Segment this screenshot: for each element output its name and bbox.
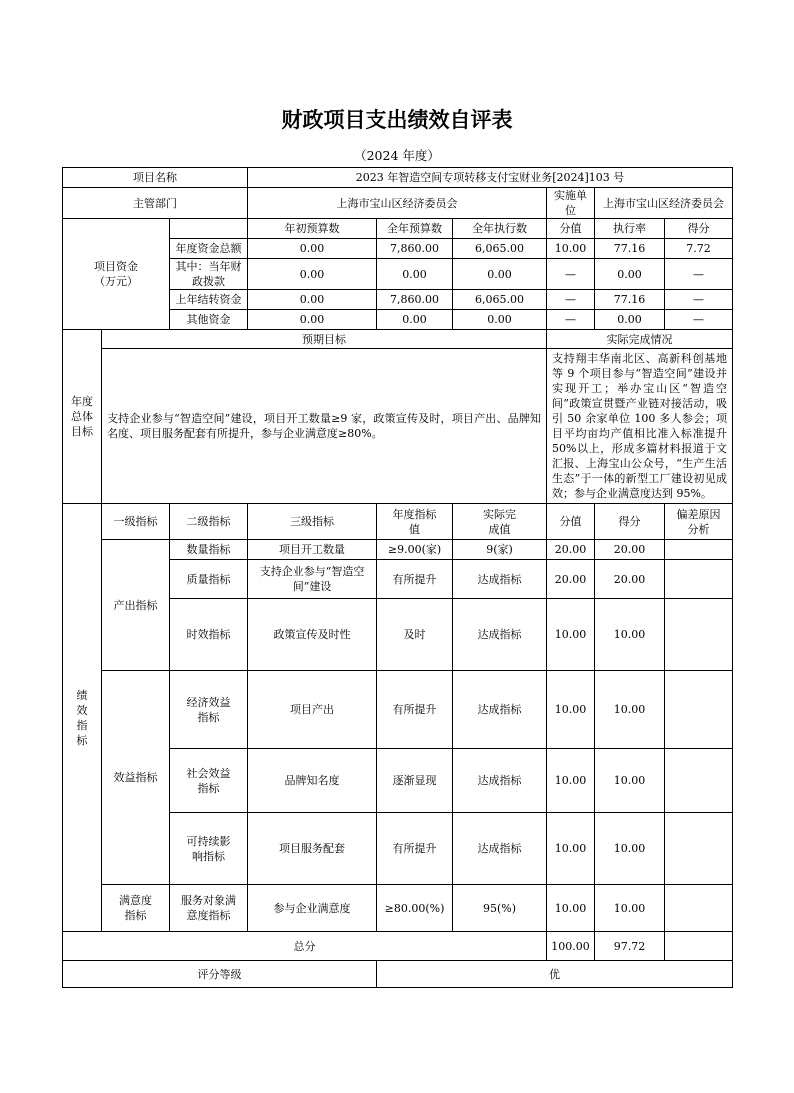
total-row — [63, 932, 733, 961]
perf-target: ≥9.00(家) — [377, 540, 453, 560]
performance-table — [62, 167, 733, 988]
total-score: 100.00 — [547, 932, 595, 961]
perf-row — [63, 671, 733, 749]
funds-cell: 0.00 — [377, 310, 453, 330]
perf-reason — [665, 540, 733, 560]
perf-actual: 达成指标 — [453, 813, 547, 885]
impl-value: 上海市宝山区经济委员会 — [595, 188, 733, 219]
funds-cell: 0.00 — [248, 239, 377, 259]
funds-row-label: 其他资金 — [170, 310, 248, 330]
grade-row — [63, 961, 733, 988]
perf-target: 有所提升 — [377, 813, 453, 885]
perf-l3: 政策宣传及时性 — [248, 599, 377, 671]
funds-cell: 0.00 — [377, 259, 453, 290]
perf-target: 有所提升 — [377, 560, 453, 599]
total-label: 总分 — [63, 932, 547, 961]
funds-cell: 0.00 — [453, 310, 547, 330]
perf-actual: 达成指标 — [453, 599, 547, 671]
perf-header: 分值 — [547, 504, 595, 540]
funds-cell: 77.16 — [595, 290, 665, 310]
perf-header: 实际完成值 — [453, 504, 547, 540]
dept-value: 上海市宝山区经济委员会 — [248, 188, 547, 219]
impl-label: 实施单位 — [547, 188, 595, 219]
grade-label: 评分等级 — [63, 961, 377, 988]
perf-header: 一级指标 — [102, 504, 170, 540]
perf-l3: 支持企业参与“智造空间”建设 — [248, 560, 377, 599]
perf-reason — [665, 671, 733, 749]
perf-score: 10.00 — [547, 749, 595, 813]
total-reason — [665, 932, 733, 961]
funds-cell: 6,065.00 — [453, 239, 547, 259]
perf-actual: 达成指标 — [453, 560, 547, 599]
perf-row — [63, 540, 733, 560]
goal-label: 年度总体目标 — [63, 330, 102, 504]
funds-header: 分值 — [547, 219, 595, 239]
perf-reason — [665, 560, 733, 599]
funds-header: 全年预算数 — [377, 219, 453, 239]
perf-label: 绩效指标 — [63, 504, 102, 932]
perf-reason — [665, 885, 733, 932]
funds-row-label: 其中：当年财政拨款 — [170, 259, 248, 290]
perf-got: 20.00 — [595, 560, 665, 599]
perf-got: 10.00 — [595, 671, 665, 749]
perf-got: 10.00 — [595, 599, 665, 671]
goal-expected-header: 预期目标 — [102, 330, 547, 349]
funds-cell: — — [547, 259, 595, 290]
funds-header-blank — [170, 219, 248, 239]
goal-actual-header: 实际完成情况 — [547, 330, 733, 349]
funds-row-label: 年度资金总额 — [170, 239, 248, 259]
perf-actual: 达成指标 — [453, 749, 547, 813]
total-got: 97.72 — [595, 932, 665, 961]
funds-header: 全年执行数 — [453, 219, 547, 239]
perf-header: 偏差原因分析 — [665, 504, 733, 540]
perf-score: 10.00 — [547, 813, 595, 885]
funds-cell: 7.72 — [665, 239, 733, 259]
perf-actual: 9(家) — [453, 540, 547, 560]
perf-got: 10.00 — [595, 813, 665, 885]
perf-l2: 服务对象满意度指标 — [170, 885, 248, 932]
perf-score: 10.00 — [547, 885, 595, 932]
perf-target: ≥80.00(%) — [377, 885, 453, 932]
funds-cell: 0.00 — [248, 259, 377, 290]
perf-reason — [665, 813, 733, 885]
funds-label — [63, 219, 170, 330]
perf-l3: 品牌知名度 — [248, 749, 377, 813]
perf-score: 20.00 — [547, 560, 595, 599]
perf-l2: 可持续影响指标 — [170, 813, 248, 885]
perf-reason — [665, 749, 733, 813]
funds-row-label: 上年结转资金 — [170, 290, 248, 310]
perf-l3: 项目产出 — [248, 671, 377, 749]
perf-got: 20.00 — [595, 540, 665, 560]
perf-actual: 95(%) — [453, 885, 547, 932]
project-name-value: 2023 年智造空间专项转移支付宝财业务[2024]103 号 — [248, 168, 733, 188]
dept-label: 主管部门 — [63, 188, 248, 219]
perf-l3: 项目开工数量 — [248, 540, 377, 560]
perf-header: 二级指标 — [170, 504, 248, 540]
funds-cell: — — [665, 259, 733, 290]
perf-l3: 项目服务配套 — [248, 813, 377, 885]
funds-cell: — — [665, 310, 733, 330]
perf-l2: 经济效益指标 — [170, 671, 248, 749]
goal-expected-text: 支持企业参与“智造空间”建设，项目开工数量≥9 家，政策宣传及时，项目产出、品牌知名度、项目服务配套有所提升，参与企业满意度≥80%。 — [102, 349, 547, 504]
perf-l2: 质量指标 — [170, 560, 248, 599]
funds-cell: — — [547, 310, 595, 330]
grade-value: 优 — [377, 961, 733, 988]
perf-l3: 参与企业满意度 — [248, 885, 377, 932]
funds-cell: 0.00 — [595, 310, 665, 330]
funds-label-line1: 项目资金 — [94, 260, 138, 273]
funds-cell: 7,860.00 — [377, 290, 453, 310]
funds-header-row — [63, 219, 733, 239]
funds-cell: 0.00 — [453, 259, 547, 290]
perf-got: 10.00 — [595, 885, 665, 932]
funds-cell: — — [547, 290, 595, 310]
funds-cell: 0.00 — [248, 310, 377, 330]
perf-score: 10.00 — [547, 671, 595, 749]
funds-cell: 7,860.00 — [377, 239, 453, 259]
funds-cell: 0.00 — [248, 290, 377, 310]
perf-target: 逐渐显现 — [377, 749, 453, 813]
goal-actual-text: 支持翔丰华南北区、高新科创基地等 9 个项目参与“智造空间”建设并实现开工；举办宝山区“智造空间”政策宣贯暨产业链对接活动，吸引 50 余家单位 100 多人参会；项目平均亩均产值相比准入标准提升 50%以上，形成多篇材料报道于文汇报、上海宝山公众号，“生产生活生态”于一体的新型工厂建设初见成效；参与企业满意度达到 95%。 — [547, 349, 733, 504]
project-name-row — [63, 168, 733, 188]
perf-score: 10.00 — [547, 599, 595, 671]
funds-cell: 6,065.00 — [453, 290, 547, 310]
perf-l2: 时效指标 — [170, 599, 248, 671]
perf-row — [63, 885, 733, 932]
page-title: 财政项目支出绩效自评表 — [281, 108, 513, 132]
perf-got: 10.00 — [595, 749, 665, 813]
perf-l2: 社会效益指标 — [170, 749, 248, 813]
funds-cell: — — [665, 290, 733, 310]
funds-label-line2: （万元） — [94, 275, 138, 288]
funds-header: 得分 — [665, 219, 733, 239]
perf-reason — [665, 599, 733, 671]
perf-target: 及时 — [377, 599, 453, 671]
perf-level1: 效益指标 — [102, 671, 170, 885]
perf-level1: 产出指标 — [102, 540, 170, 671]
perf-header-row — [63, 504, 733, 540]
funds-header: 年初预算数 — [248, 219, 377, 239]
perf-target: 有所提升 — [377, 671, 453, 749]
project-name-label: 项目名称 — [63, 168, 248, 188]
funds-cell: 10.00 — [547, 239, 595, 259]
perf-header: 得分 — [595, 504, 665, 540]
perf-header: 三级指标 — [248, 504, 377, 540]
page-subtitle: （2024 年度） — [354, 148, 440, 163]
perf-actual: 达成指标 — [453, 671, 547, 749]
funds-header: 执行率 — [595, 219, 665, 239]
department-row — [63, 188, 733, 219]
funds-cell: 0.00 — [595, 259, 665, 290]
perf-header: 年度指标值 — [377, 504, 453, 540]
perf-score: 20.00 — [547, 540, 595, 560]
goal-content-row — [63, 349, 733, 504]
goal-header-row — [63, 330, 733, 349]
perf-l2: 数量指标 — [170, 540, 248, 560]
perf-level1: 满意度指标 — [102, 885, 170, 932]
funds-cell: 77.16 — [595, 239, 665, 259]
